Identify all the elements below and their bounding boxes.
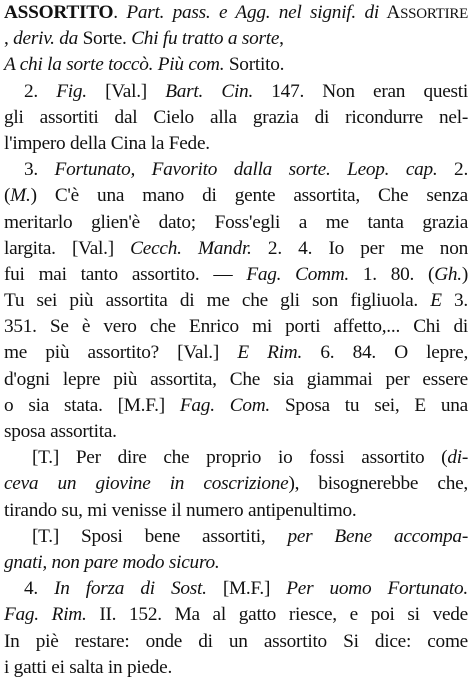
- entry-text: fui mai tanto assortito. —: [4, 263, 247, 285]
- italic-text: Bart. Cin.: [165, 80, 254, 102]
- entry-text: SSORTIRE: [400, 6, 469, 22]
- entry-text: i gatti ei salta in piede.: [4, 656, 173, 678]
- entry-text: 3.: [24, 159, 55, 181]
- entry-text: [T.] Sposi bene assortiti,: [32, 525, 288, 547]
- italic-text: M.: [10, 185, 31, 207]
- entry-text: [Val.]: [86, 80, 166, 102]
- entry-line: [4, 471, 468, 497]
- entry-text: Tu sei più assortita di me che gli son figliuola.: [4, 290, 431, 312]
- italic-text: gnati, non pare modo sicuro.: [4, 551, 220, 573]
- entry-line: [4, 105, 468, 131]
- entry-line: [4, 419, 468, 445]
- italic-text: per Bene accompa-: [287, 525, 468, 547]
- entry-line: [4, 445, 468, 471]
- entry-line: [4, 550, 468, 576]
- entry-text: largita. [Val.]: [4, 237, 131, 259]
- entry-line: [4, 393, 468, 419]
- entry-line: [4, 131, 468, 157]
- entry-text: Sposa tu sei, E una: [269, 394, 468, 416]
- italic-text: Cecch. Mandr.: [130, 237, 252, 259]
- italic-text: da: [59, 28, 79, 50]
- entry-line: [4, 367, 468, 393]
- entry-line: [4, 210, 468, 236]
- entry-text: gli assortiti dal Cielo alla grazia di ricondurre nel-: [4, 106, 468, 128]
- entry-text: 147. Non eran questi: [253, 80, 469, 102]
- entry-text: .: [113, 2, 127, 23]
- entry-text: ): [461, 263, 468, 285]
- italic-text: A chi la sorte toccò. Più com.: [4, 54, 225, 76]
- entry-text: II. 152. Ma al gatto riesce, e poi si vede: [86, 604, 468, 626]
- entry-line: [4, 288, 468, 314]
- entry-text: ,: [4, 28, 14, 50]
- italic-text: Per uomo Fortunato.: [286, 578, 468, 600]
- italic-text: In forza di Sost.: [54, 578, 207, 600]
- entry-text: [M.F.]: [206, 578, 287, 600]
- entry-text: l'impero della Cina la Fede.: [4, 132, 210, 154]
- entry-line: [4, 340, 468, 366]
- entry-line: [4, 52, 468, 78]
- italic-text: di-: [447, 447, 468, 469]
- entry-text: sposa assortita.: [4, 421, 117, 442]
- entry-text: tirando su, mi venisse il numero antipenultimo.: [4, 499, 357, 521]
- entry-text: ,: [279, 28, 284, 50]
- entry-line: [4, 629, 468, 655]
- entry-text: 2.: [437, 159, 469, 181]
- entry-text: 6. 84. O lepre,: [302, 342, 469, 364]
- entry-text: 2.: [24, 80, 57, 102]
- italic-text: Part. pass. e Agg. nel signif. di: [126, 2, 379, 23]
- entry-line: [4, 262, 468, 288]
- italic-text: Fag. Rim.: [4, 604, 87, 626]
- italic-text: deriv.: [13, 28, 55, 50]
- italic-text: Gh.: [434, 263, 462, 285]
- entry-line: [4, 576, 468, 602]
- italic-text: Fag. Comm.: [246, 263, 350, 285]
- entry-text: Sortito.: [224, 54, 285, 76]
- italic-text: E Rim.: [237, 342, 303, 364]
- italic-text: Fortunato, Favorito dalla sorte. Leop. cap.: [54, 159, 438, 181]
- headword: ASSORTITO: [4, 2, 114, 23]
- entry-line: [4, 79, 468, 105]
- italic-text: E: [430, 290, 442, 312]
- entry-text: ) C'è una mano di gente assortita, Che senza: [30, 185, 468, 207]
- entry-line: [4, 314, 468, 340]
- entry-text: ), bisognerebbe che,: [288, 473, 468, 495]
- entry-line: [4, 26, 468, 52]
- entry-line: [4, 602, 468, 628]
- entry-line: [4, 0, 468, 26]
- entry-text: 2. 4. Io per me non: [251, 237, 468, 259]
- entry-text: o sia stata. [M.F.]: [4, 394, 180, 416]
- entry-text: 1. 80. (: [349, 263, 435, 285]
- entry-line: [4, 524, 468, 550]
- italic-text: Fag. Com.: [179, 394, 270, 416]
- italic-text: ceva un giovine in coscrizione: [4, 473, 289, 495]
- dictionary-entry: [4, 0, 469, 678]
- entry-line: [4, 655, 468, 681]
- italic-text: Chi fu tratto a sorte: [131, 28, 280, 50]
- entry-text: [T.] Per dire che proprio io fossi assortito (: [32, 447, 448, 469]
- entry-text: meritarlo glien'è dato; Foss'egli a me tanta grazia: [4, 211, 468, 233]
- entry-text: me più assortito? [Val.]: [4, 342, 238, 364]
- entry-text: In piè restare: onde di un assortito Si dice: come: [4, 630, 468, 652]
- entry-text: A: [378, 2, 401, 23]
- entry-line: [4, 236, 468, 262]
- entry-line: [4, 157, 468, 183]
- entry-text: d'ogni lepre più assortita, Che sia giammai per essere: [4, 368, 468, 390]
- italic-text: Fig.: [56, 80, 87, 102]
- entry-line: [4, 183, 468, 209]
- entry-text: 4.: [24, 578, 55, 600]
- entry-text: 3.: [441, 290, 469, 312]
- entry-text: Sorte.: [78, 28, 132, 50]
- entry-text: 351. Se è vero che Enrico mi porti affetto,... Chi di: [4, 316, 468, 338]
- entry-text: (: [4, 185, 11, 207]
- entry-line: [4, 498, 468, 524]
